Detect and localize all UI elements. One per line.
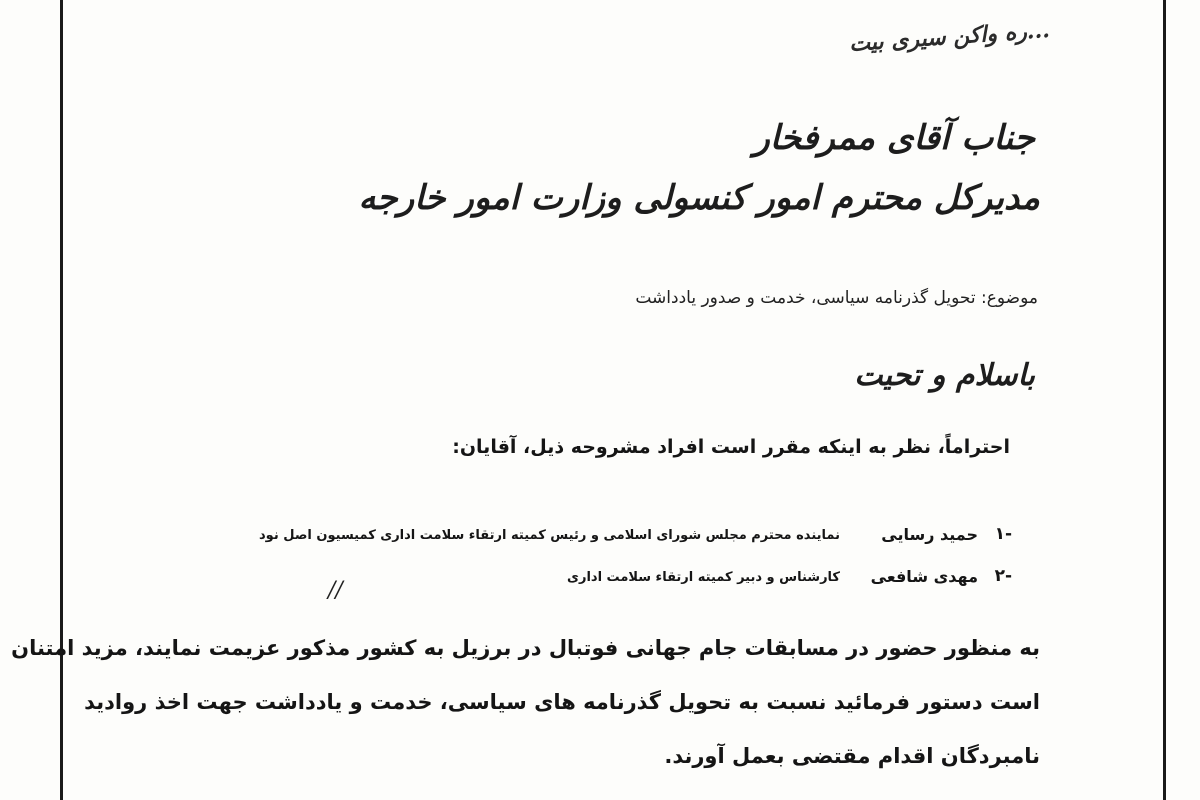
person-2-number: ۲- — [994, 566, 1012, 586]
greeting: باسلام و تحیت — [854, 358, 1035, 393]
addressee-title: مدیرکل محترم امور کنسولی وزارت امور خارجه — [358, 178, 1040, 218]
person-1-role: نماینده محترم مجلس شورای اسلامی و رئیس کمیته ارتقاء سلامت اداری کمیسیون اصل نود — [259, 528, 840, 543]
page-border-right — [1163, 0, 1166, 800]
letter-subject: موضوع: تحویل گذرنامه سیاسی، خدمت و صدور یادداشت — [635, 288, 1038, 308]
body-line-3: نامبردگان اقدام مقتضی بعمل آورند. — [664, 744, 1040, 768]
person-2-role: کارشناس و دبیر کمیته ارتقاء سلامت اداری — [567, 570, 840, 585]
person-2-name: مهدی شافعی — [870, 567, 978, 586]
page-border-left — [60, 0, 63, 800]
body-line-2: است دستور فرمائید نسبت به تحویل گذرنامه های سیاسی، خدمت و یادداشت جهت اخذ روادید — [84, 690, 1040, 714]
handwritten-reference-note: ...ره واکن سیری بیت — [848, 17, 1051, 57]
person-1-name: حمید رسایی — [881, 525, 978, 544]
body-line-1: به منظور حضور در مسابقات جام جهانی فوتبال در برزیل به کشور مذکور عزیمت نمایند، مزید امتنان — [11, 636, 1040, 660]
addressee-name: جناب آقای ممرفخار — [753, 118, 1035, 158]
person-1-number: ۱- — [994, 524, 1012, 544]
intro-paragraph: احتراماً، نظر به اینکه مقرر است افراد مشروحه ذیل، آقایان: — [452, 436, 1010, 458]
ditto-mark: // — [328, 578, 343, 603]
